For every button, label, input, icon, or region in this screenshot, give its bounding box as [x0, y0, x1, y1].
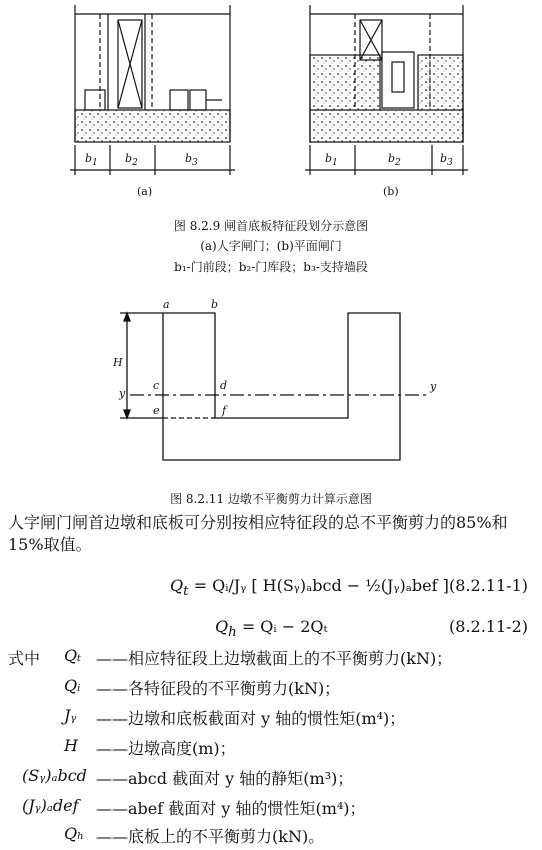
def-text-Qi: ——各特征段的不平衡剪力(kN)； — [96, 679, 341, 698]
label-b: b — [211, 298, 219, 311]
def-symbol-Jy-adef: (Jᵧ)ₐdef — [22, 796, 79, 815]
def-text-Sy: ——abcd 截面对 y 轴的静矩(m³)； — [96, 769, 354, 788]
def-text-Jy-adef: ——abef 截面对 y 轴的惯性矩(m⁴)； — [96, 799, 366, 818]
b3-label-a: $b_3$ — [185, 152, 198, 169]
label-d: d — [220, 379, 228, 392]
label-c: c — [153, 379, 160, 392]
equation-1-number: (8.2.11-1) — [449, 576, 528, 595]
sublabel-a: (a) — [137, 185, 153, 198]
label-a: a — [163, 298, 170, 311]
def-symbol-Qt: Qₜ — [64, 646, 82, 665]
equation-1: $Q_t$ = Qᵢ/Jᵧ [ H(Sᵧ)ₐbcd − ½(Jᵧ)ₐbef ] — [170, 576, 449, 600]
b1-label-b: $b_1$ — [325, 152, 338, 169]
figure-8-2-11-caption: 图 8.2.11 边墩不平衡剪力计算示意图 — [170, 492, 372, 506]
def-symbol-Qh: Qₕ — [64, 824, 85, 843]
label-y-right: y — [430, 380, 437, 393]
label-f: f — [222, 404, 227, 417]
figure-8-2-9-caption: 图 8.2.9 闸首底板特征段划分示意图 — [173, 219, 369, 233]
def-symbol-H: H — [64, 736, 78, 755]
b2-label-b: $b_2$ — [388, 152, 401, 169]
b3-label-b: $b_3$ — [440, 152, 453, 169]
figure-8-2-9-caption-line3: b₁-门前段；b₂-门库段；b₃-支持墙段 — [174, 260, 368, 274]
def-text-Qt: ——相应特征段上边墩截面上的不平衡剪力(kN)； — [96, 649, 453, 668]
sublabel-b: (b) — [383, 185, 399, 198]
figure-8-2-9-caption-line2: (a)人字闸门；(b)平面闸门 — [200, 239, 342, 253]
equation-2: $Q_h$ = Qᵢ − 2Qₜ — [215, 617, 328, 641]
def-symbol-Sy: (Sᵧ)ₐbcd — [22, 766, 87, 785]
label-H: H — [113, 356, 123, 369]
def-symbol-Jy: Jᵧ — [64, 706, 77, 725]
def-symbol-Qi: Qᵢ — [64, 676, 81, 695]
label-e: e — [153, 404, 160, 417]
def-text-H: ——边墩高度(m)； — [96, 739, 236, 758]
label-y-left: y — [119, 387, 126, 400]
equation-2-number: (8.2.11-2) — [449, 617, 528, 636]
b1-label-a: $b_1$ — [85, 152, 98, 169]
def-text-Jy: ——边墩和底板截面对 y 轴的惯性矩(m⁴)； — [96, 709, 406, 728]
paragraph: 人字闸门闸首边墩和底板可分别按相应特征段的总不平衡剪力的85%和15%取值。 — [8, 513, 508, 554]
b2-label-a: $b_2$ — [125, 152, 138, 169]
where-label: 式中 — [8, 649, 41, 668]
def-text-Qh: ——底板上的不平衡剪力(kN)。 — [96, 827, 325, 846]
